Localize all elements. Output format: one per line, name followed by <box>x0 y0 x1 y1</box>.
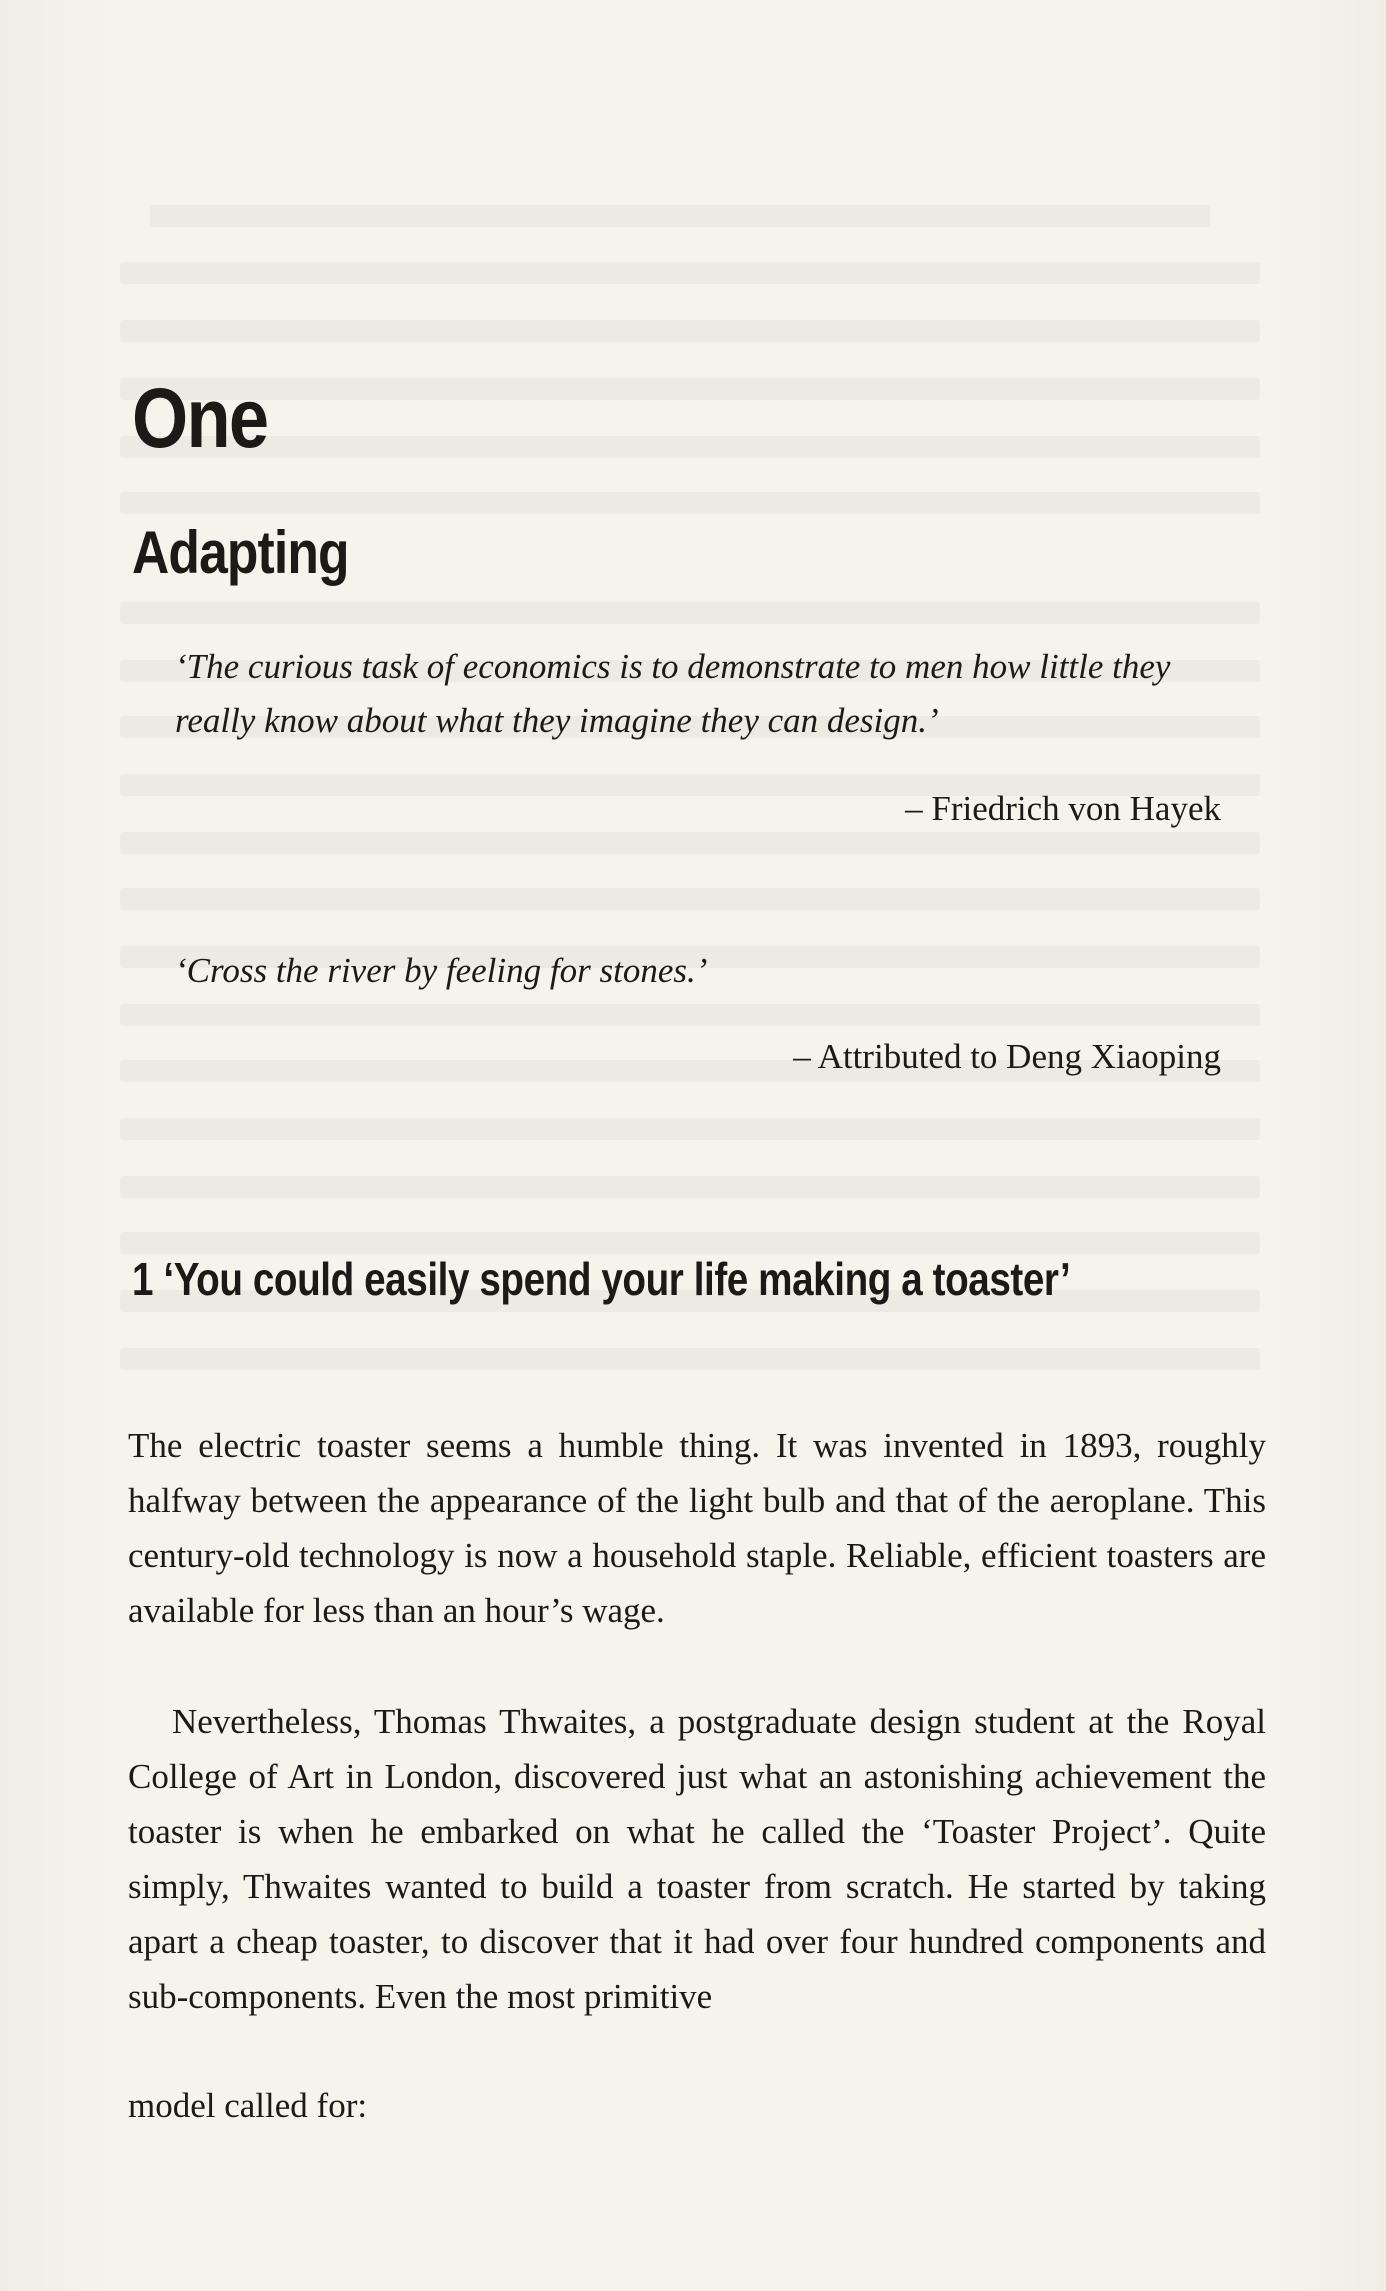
epigraph-quote-deng: ‘Cross the river by feeling for stones.’ <box>175 951 708 990</box>
body-paragraph-3: model called for: <box>128 2086 368 2125</box>
chapter-number: One <box>132 371 268 465</box>
body-paragraph-2: Nevertheless, Thomas Thwaites, a postgraduate design student at the Royal College of Art in London, discovered just what an astonishing achievement the toaster is when he embarked on what he called the ‘Toaster Project’. Quite simply, Thwaites wanted to build a toaster from scratch. He started by taking apart a cheap toaster, to discover that it had over four hundred components and sub-components. Even the most primitive <box>128 1702 1266 2016</box>
chapter-title: Adapting <box>132 519 349 586</box>
epigraph-quote-hayek: ‘The curious task of economics is to demonstrate to men how little they really know about what they imagine they can design.’ <box>175 647 1171 740</box>
epigraph-attribution-deng: – Attributed to Deng Xiaoping <box>793 1037 1221 1076</box>
body-paragraph-1: The electric toaster seems a humble thing. It was invented in 1893, roughly halfway between the appearance of the light bulb and that of the aeroplane. This century-old technology is now a household staple. Reliable, efficient toasters are available for less than an hour’s wage. <box>128 1426 1266 1630</box>
section-heading: 1 ‘You could easily spend your life making a toaster’ <box>132 1253 1071 1305</box>
epigraph-attribution-hayek: – Friedrich von Hayek <box>905 789 1221 828</box>
